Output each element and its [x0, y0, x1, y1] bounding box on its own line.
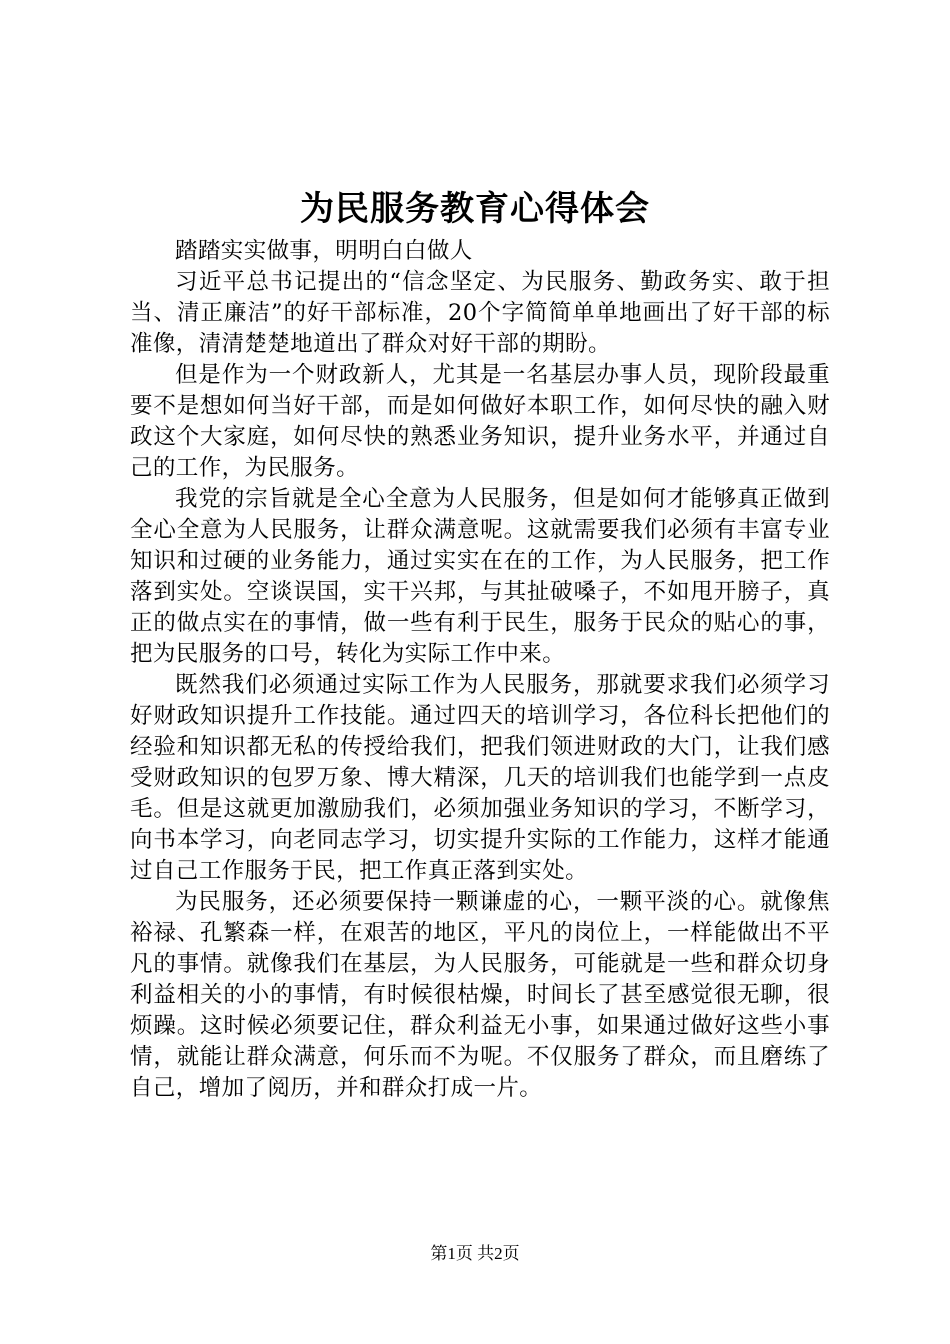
document-body: [130, 236, 830, 1104]
page-footer: 第1页 共2页: [430, 1244, 520, 1263]
paragraph-5: 为民服务，还必须要保持一颗谦虚的心，一颗平淡的心。就像焦裕禄、孔繁森一样，在艰苦的地区，平凡的岗位上，一样能做出不平凡的事情。就像我们在基层，为人民服务，可能就是一些和群众切身利益相关的小的事情，有时候很枯燥，时间长了甚至感觉很无聊，很烦躁。这时候必须要记住，群众利益无小事，如果通过做好这些小事情，就能让群众满意，何乐而不为呢。不仅服务了群众，而且磨练了自己，增加了阅历，并和群众打成一片。: [130, 889, 830, 1101]
document-title: 为民服务教育心得体会: [300, 189, 650, 229]
paragraph-subtitle: 踏踏实实做事，明明白白做人: [175, 238, 473, 264]
paragraph-1: 习近平总书记提出的“信念坚定、为民服务、勤政务实、敢于担当、清正廉洁”的好干部标准，20个字简简单单地画出了好干部的标准像，清清楚楚地道出了群众对好干部的期盼。: [130, 269, 830, 357]
paragraph-2: 但是作为一个财政新人，尤其是一名基层办事人员，现阶段最重要不是想如何当好干部，而是如何做好本职工作，如何尽快的融入财政这个大家庭，如何尽快的熟悉业务知识，提升业务水平，并通过自己的工作，为民服务。: [130, 362, 830, 481]
paragraph-4: 既然我们必须通过实际工作为人民服务，那就要求我们必须学习好财政知识提升工作技能。通过四天的培训学习，各位科长把他们的经验和知识都无私的传授给我们，把我们领进财政的大门，让我们感受财政知识的包罗万象、博大精深，几天的培训我们也能学到一点皮毛。但是这就更加激励我们，必须加强业务知识的学习，不断学习，向书本学习，向老同志学习，切实提升实际的工作能力，这样才能通过自己工作服务于民，把工作真正落到实处。: [130, 672, 830, 884]
paragraph-3: 我党的宗旨就是全心全意为人民服务，但是如何才能够真正做到全心全意为人民服务，让群众满意呢。这就需要我们必须有丰富专业知识和过硬的业务能力，通过实实在在的工作，为人民服务，把工作落到实处。空谈误国，实干兴邦，与其扯破嗓子，不如甩开膀子，真正的做点实在的事情，做一些有利于民生，服务于民众的贴心的事，把为民服务的口号，转化为实际工作中来。: [130, 486, 830, 667]
